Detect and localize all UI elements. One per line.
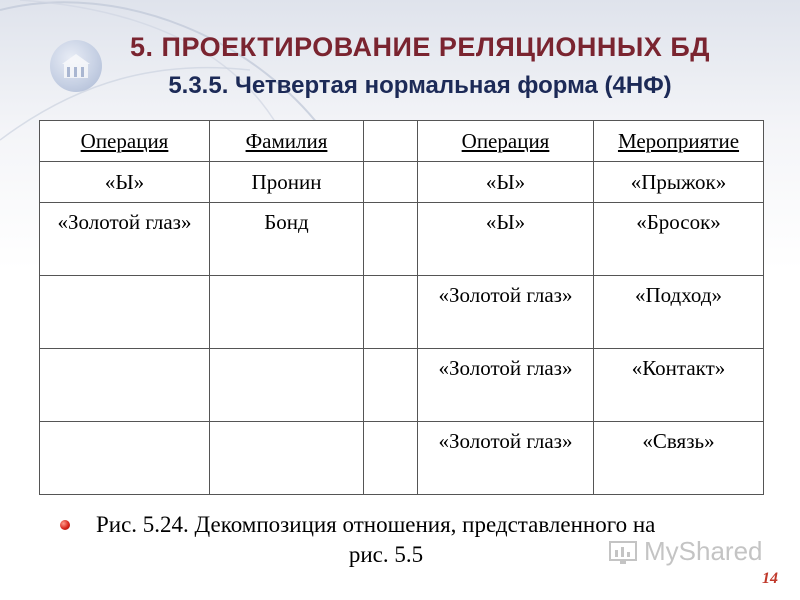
- table-row: [40, 203, 764, 276]
- header-cell: Фамилия: [210, 121, 364, 162]
- table-cell: Пронин: [210, 162, 364, 203]
- caption-line-2: рис. 5.5: [348, 542, 424, 567]
- table-header-row: [40, 121, 764, 162]
- table-cell: «Ы»: [418, 162, 594, 203]
- caption-line-1: Рис. 5.24. Декомпозиция отношения, представленного на: [96, 512, 656, 537]
- table-cell: «Прыжок»: [594, 162, 764, 203]
- table-cell: [210, 422, 364, 495]
- table-cell: [364, 349, 418, 422]
- slide-subtitle: 5.3.5. Четвертая нормальная форма (4НФ): [168, 72, 672, 99]
- table-cell: «Ы»: [40, 162, 210, 203]
- table-cell: «Золотой глаз»: [40, 203, 210, 276]
- header-cell: [364, 121, 418, 162]
- table-cell: Бонд: [210, 203, 364, 276]
- table-cell: [210, 349, 364, 422]
- header-cell: Мероприятие: [594, 121, 764, 162]
- table-cell: [40, 349, 210, 422]
- watermark-text: MyShared: [644, 536, 763, 566]
- page-number: 14: [762, 570, 778, 587]
- table-row: [40, 422, 764, 495]
- myshared-logo-icon: [608, 540, 638, 566]
- table-cell: [40, 422, 210, 495]
- table-cell: [364, 276, 418, 349]
- table-cell: «Подход»: [594, 276, 764, 349]
- table-cell: [40, 276, 210, 349]
- header-cell: Операция: [40, 121, 210, 162]
- table-cell: «Золотой глаз»: [418, 276, 594, 349]
- table-cell: «Контакт»: [594, 349, 764, 422]
- table-cell: [364, 422, 418, 495]
- table-cell: [364, 203, 418, 276]
- table-cell: «Золотой глаз»: [418, 422, 594, 495]
- table-cell: «Связь»: [594, 422, 764, 495]
- table-cell: «Ы»: [418, 203, 594, 276]
- table-row: [40, 162, 764, 203]
- table-cell: [364, 162, 418, 203]
- slide-section-title: 5. ПРОЕКТИРОВАНИЕ РЕЛЯЦИОННЫХ БД: [130, 32, 710, 62]
- table-row: [40, 276, 764, 349]
- table-cell: «Бросок»: [594, 203, 764, 276]
- table-cell: [210, 276, 364, 349]
- header-cell: Операция: [418, 121, 594, 162]
- table-cell: «Золотой глаз»: [418, 349, 594, 422]
- relation-table: [39, 120, 764, 495]
- bullet-icon: [60, 520, 70, 530]
- table-row: [40, 349, 764, 422]
